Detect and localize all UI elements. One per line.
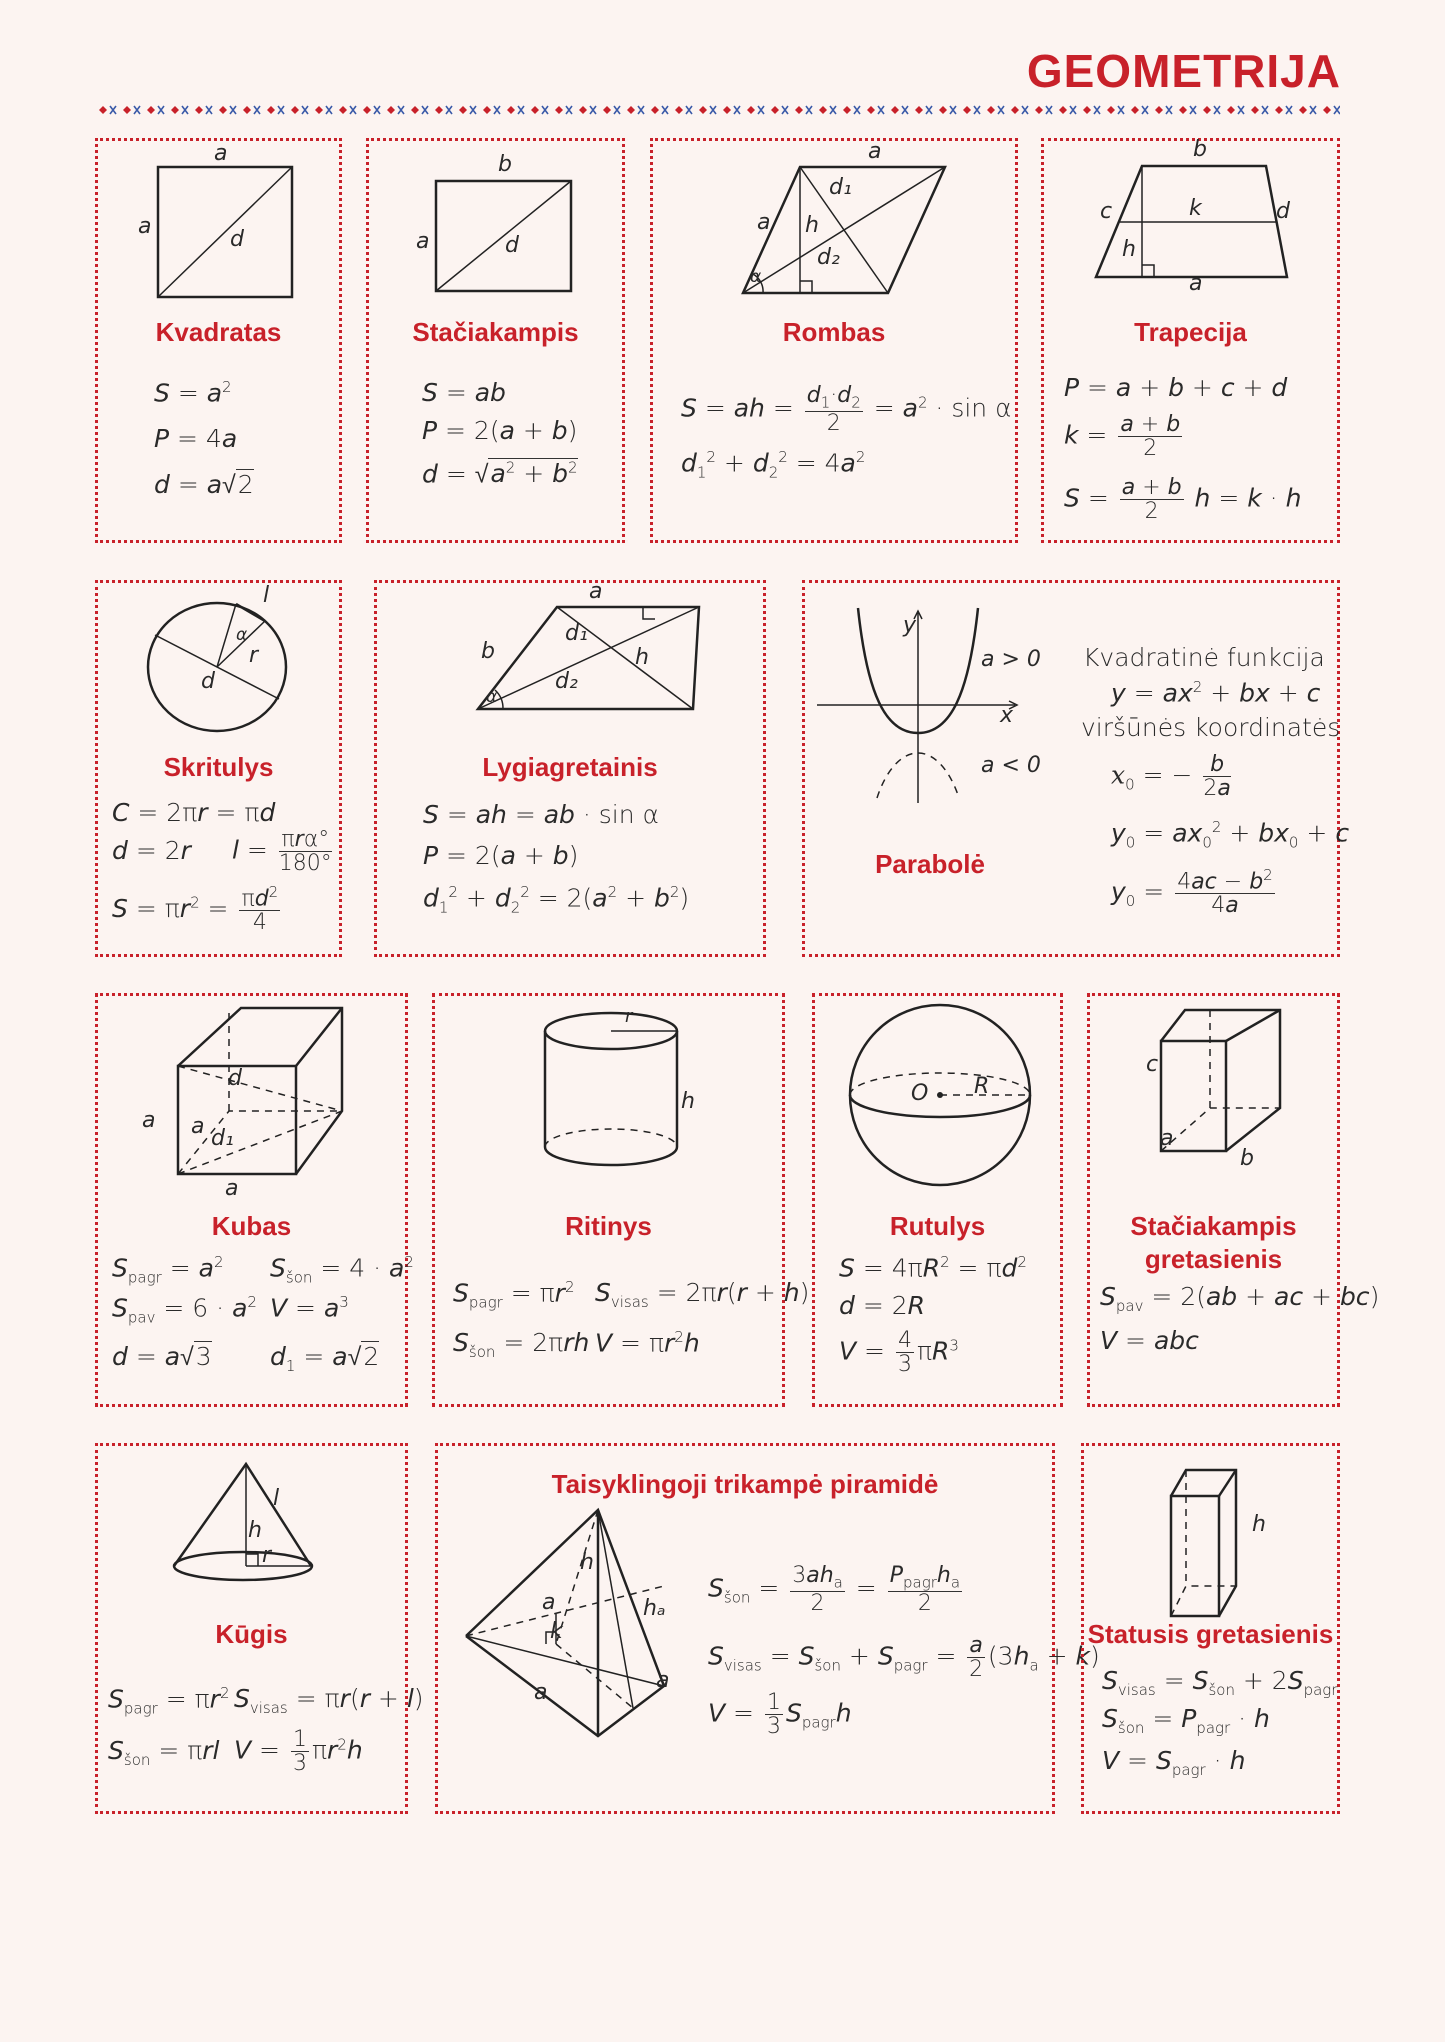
card-lygiagretainis [374, 580, 766, 957]
card-title: Rutulys [889, 1211, 986, 1241]
card-title: Stačiakampis gretasienis [1130, 1211, 1297, 1274]
pyramid-figure [438, 1446, 1058, 1817]
formula-midline: k = $\frac{a + b}{2}$ [1064, 412, 1181, 462]
formula-volume: $V = S_{pagr} \cdot h$ [1102, 1746, 1246, 1779]
side-a-top: a [868, 139, 882, 164]
axis-x-label: x [1000, 703, 1014, 728]
card-title: Trapecija [1134, 317, 1247, 347]
side-a-top: a [214, 141, 228, 166]
card-kvadratas [95, 138, 342, 543]
card-title: Kubas [211, 1211, 292, 1241]
side-c: c [1100, 199, 1113, 224]
formula-total-area: $S_{visas} = S_{šon} + 2S_{pagr}$ [1102, 1666, 1338, 1699]
card-title: Kūgis [215, 1619, 288, 1649]
slant-l: l [273, 1486, 280, 1511]
midline-k: k [1189, 196, 1202, 221]
formula-lateral-area: $S_{šon} = \pi rl$ [108, 1736, 220, 1769]
card-kubas [95, 993, 414, 1407]
card-ritinys [432, 993, 810, 1407]
formula-area: $S = \pi r^2$ = $\frac{\pi d^2}{4}$ [112, 883, 279, 936]
label-a-negative: a < 0 [981, 753, 1041, 778]
formula-volume: V = $\frac{1}{3}$ $S_{pagr}h$ [708, 1690, 852, 1740]
formula-perimeter: P = 2(a + b) [423, 841, 579, 870]
formula-volume: V = abc [1100, 1326, 1199, 1355]
diagonal-d: d [505, 233, 519, 258]
card-staciakampis [366, 138, 625, 543]
formula-perimeter: P = a + b + c + d [1064, 373, 1288, 402]
formula-total-area: $S_{visas} = 2\pi r(r + h)$ [595, 1278, 810, 1311]
formula-x0: $x_0$ = − $\frac{b}{2a}$ [1111, 752, 1231, 802]
height-h: h [1122, 237, 1136, 262]
formula-area: $S = 4\pi R^2 = \pi d^2$ [839, 1253, 1027, 1283]
radius-R: R [974, 1074, 990, 1099]
radius-r: r [249, 643, 259, 668]
edge-a-bottom: a [225, 1176, 239, 1201]
card-title: Stačiakampis [412, 317, 579, 347]
formula-lateral-area: $S_{šon} = 2\pi rh$ [453, 1328, 590, 1361]
card-title: Rombas [782, 317, 886, 347]
diagonal-d: d [230, 227, 244, 252]
edge-a: a [1160, 1126, 1174, 1151]
diagonal-d2: d₂ [555, 669, 578, 694]
formula-area: S = ab [422, 378, 506, 407]
formula-surface: $S_{pav} = 6 \cdot a^2$ [112, 1293, 257, 1327]
formula-base-area: $S_{pagr} = a^2$ [112, 1253, 224, 1287]
formula-surface: $S_{pav} = 2(ab$ + ac + bc) [1100, 1282, 1380, 1315]
side-a-left: a [138, 214, 152, 239]
radius-r: r [262, 1543, 272, 1568]
card-skritulys [95, 580, 342, 957]
side-a-left: a [757, 210, 771, 235]
angle-alpha: α [236, 625, 248, 645]
label-a-positive: a > 0 [981, 647, 1041, 672]
card-title: Taisyklingoji trikampė piramidė [551, 1469, 939, 1499]
formula-area: S = ah = ab · sin α [423, 800, 660, 829]
formula-lateral-area: $S_{šon} = P_{pagr} \cdot h$ [1102, 1704, 1270, 1737]
card-title: Ritinys [565, 1211, 652, 1241]
formula-diagonals: $d_1^2 + d_2^2 = 2(a^2 + b^2)$ [423, 883, 690, 917]
card-piramide [435, 1443, 1100, 1814]
formula-area: $S = a^2$ [154, 378, 232, 408]
formula-arc: l = $\frac{\text{πrα°}}{180^\circ}$ [232, 827, 332, 877]
heading-vertex: viršūnės koordinatės [1081, 713, 1341, 742]
card-title: Kvadratas [155, 317, 282, 347]
formula-perimeter: P = 4a [154, 424, 238, 453]
formula-y0-alt: $y_0$ = $\frac{4ac - b^2}{4a}$ [1111, 866, 1273, 919]
formula-volume: V = $\frac{4}{3}$ $\pi R^3$ [839, 1328, 959, 1378]
radius-r: r [625, 1006, 633, 1027]
card-parabole [802, 580, 1350, 957]
card-title: Statusis gretasienis [1087, 1619, 1334, 1649]
card-statusis-gretasienis [1081, 1443, 1340, 1814]
card-trapecija [1041, 138, 1340, 543]
height-h: h [805, 213, 819, 238]
card-rutulys [812, 993, 1063, 1407]
formula-base-area: $S_{pagr} = \pi r^2$ [108, 1684, 230, 1718]
inradius-k: k [550, 1619, 563, 1644]
heading-quadratic: Kvadratinė funkcija [1083, 643, 1325, 672]
formula-face-diagonal: $d_1 = a√2$ [270, 1342, 380, 1375]
apothem-ha: hₐ [643, 1596, 666, 1621]
edge-b: b [1240, 1146, 1254, 1171]
formula-area: S = ah = $\frac{d_1\cdot d_2}{2}$ = $a^2 \cdot \sin \alpha$ [681, 383, 1012, 437]
formula-total-area: $S_{visas} = \pi r(r + l)$ [234, 1684, 424, 1717]
edge-c: c [1146, 1052, 1159, 1077]
diagonal-d1: d₁ [565, 621, 588, 646]
arc-l: l [263, 583, 270, 608]
formula-diagonal: d = a√2 [154, 470, 254, 499]
base-a: a [1189, 271, 1203, 296]
formula-base-area: $S_{pagr} = \pi r^2$ [453, 1278, 575, 1312]
diagonal-d1: d₁ [829, 175, 852, 200]
page-title: GEOMETRIJA [1026, 45, 1341, 97]
formula-diameter: d = 2R [839, 1291, 925, 1320]
height-h: h [681, 1089, 695, 1114]
formula-y0: $y_0 = ax_0^2 + bx_0 + c$ [1111, 818, 1350, 852]
equation-quadratic: $y = ax^2$ + bx + c [1111, 678, 1321, 708]
formula-diameter: d = 2r [112, 836, 191, 865]
base-edge-a: a [534, 1680, 548, 1705]
center-O: O [911, 1081, 929, 1106]
edge-a-inner: a [191, 1114, 205, 1139]
decorative-ornament [95, 103, 1340, 117]
axis-y-label: y [903, 613, 917, 638]
height-h: h [580, 1550, 594, 1575]
formula-diagonal: $d = √a^2 + b^2$ [422, 459, 578, 489]
formula-area: S = $\frac{a + b}{2}$ h = k · h [1064, 475, 1302, 525]
formula-perimeter: P = 2(a + b) [422, 416, 578, 445]
side-b: b [498, 152, 512, 177]
base-b: b [1193, 137, 1207, 162]
formula-total-area: $S_{visas} = S_{šon} + S_{pagr}$ = $\frac{a}{2}$ $(3h_a + k)$ [708, 1633, 1100, 1683]
height-h: h [635, 645, 649, 670]
card-title: Lygiagretainis [482, 752, 658, 782]
formula-volume: $V = \pi r^2h$ [595, 1328, 700, 1358]
formula-lateral-area: $S_{šon}$ = $\frac{3ah_a}{2}$ = $\frac{P_{pagr}h_a}{2}$ [708, 1563, 961, 1617]
diagonal-d2: d₂ [817, 245, 840, 270]
card-staciakampis-gretasienis [1087, 993, 1380, 1407]
angle-alpha: α [750, 267, 762, 287]
height-h: h [248, 1518, 262, 1543]
formula-diagonals: $d_1^2 + d_2^2 = 4a^2$ [681, 448, 866, 482]
card-rombas [650, 138, 1018, 543]
height-h: h [1252, 1512, 1266, 1537]
card-kugis [95, 1443, 424, 1814]
card-title: Parabolė [875, 849, 985, 879]
center-a: a [542, 1590, 556, 1615]
diagonal-d: d [228, 1066, 242, 1091]
side-edge-a: a [656, 1668, 670, 1693]
formula-diagonal: d = a√3 [112, 1342, 212, 1371]
card-title: Skritulys [163, 752, 274, 782]
edge-a-left: a [142, 1108, 156, 1133]
side-b: b [481, 639, 495, 664]
formula-volume: $V = a^3$ [270, 1293, 349, 1323]
diagonal-d1: d₁ [211, 1126, 234, 1151]
formula-lateral-area: $S_{šon} = 4 \cdot a^2$ [270, 1253, 414, 1287]
formula-circumference: C = 2πr = πd [112, 798, 276, 827]
diameter-d: d [201, 669, 215, 694]
side-a: a [416, 229, 430, 254]
side-a: a [589, 579, 603, 604]
side-d: d [1276, 199, 1290, 224]
formula-volume: V = $\frac{1}{3}$ $\pi r^2h$ [234, 1727, 363, 1777]
angle-alpha: α [486, 687, 498, 707]
